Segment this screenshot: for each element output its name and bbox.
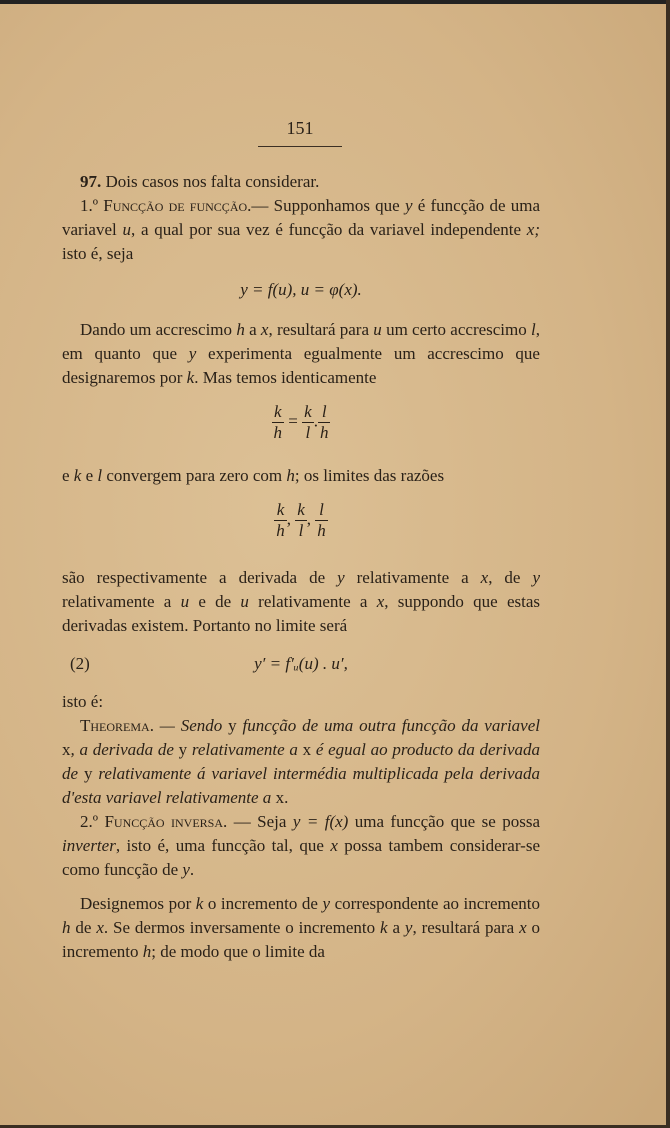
frac3-num: l: [321, 402, 327, 421]
p5-t9: ; de modo que o limite da: [151, 942, 325, 961]
isto-e: isto é:: [62, 692, 104, 711]
case1-paragraph: [62, 194, 540, 266]
p5-t5: . Se dermos inversamente o incremento: [103, 918, 381, 937]
ratio-k-h: [274, 500, 287, 541]
c2-x: x: [330, 836, 338, 855]
c2-t4: possa tambem considerar-se como funcção de: [62, 836, 540, 879]
p5-h: h: [62, 918, 71, 937]
case2-number: 2.º: [80, 812, 99, 831]
equation-1: y = f(u), u = φ(x).: [240, 280, 362, 299]
p2-t4: um certo accrescimo: [381, 320, 532, 339]
spacer: [62, 882, 540, 892]
equation-3: [62, 500, 540, 548]
p3-t2: e: [81, 466, 98, 485]
frac-k-over-h: [272, 402, 285, 443]
p4-y: y: [337, 568, 345, 587]
c2-inverter: inverter: [62, 836, 116, 855]
p4-t2: relativamente a: [344, 568, 481, 587]
p5-x: x: [96, 918, 104, 937]
r1-den: h: [276, 521, 285, 540]
p2-h: h: [236, 320, 245, 339]
times-dot: .: [313, 411, 318, 431]
p3-k: k: [73, 466, 82, 485]
page-number: 151: [286, 118, 314, 138]
case1-text-c: , a qual por sua vez é funcção da variavel independente: [130, 220, 527, 239]
ratio-k-l: [295, 500, 307, 541]
r3-den: h: [317, 521, 326, 540]
p4-t4: relativamente a: [62, 592, 181, 611]
p2-l: l: [531, 320, 536, 339]
p4-u: u: [180, 592, 190, 611]
th-y: y: [228, 716, 237, 735]
p2-u: u: [373, 320, 382, 339]
th-y3: y: [83, 764, 93, 783]
intro-text: Dois casos nos falta considerar.: [105, 172, 320, 191]
th-x2: x: [302, 740, 312, 759]
p4-t1: são respectivamente a derivada de: [62, 568, 338, 587]
ratio-l-h: [315, 500, 328, 541]
p4-x: x: [480, 568, 489, 587]
p5-t3: correspondente ao incremento: [330, 894, 540, 913]
p2-t6: experimenta egualmente um accrescimo que designaremos por: [62, 344, 540, 387]
p2-t5: , em quanto que: [62, 320, 541, 363]
p5-k: k: [195, 894, 204, 913]
r-comma-1: ,: [286, 509, 291, 529]
p3-t1: e: [62, 466, 74, 485]
p4-t6: relativamente a: [248, 592, 377, 611]
frac-k-over-l: [302, 402, 314, 443]
case1-var-u: u: [122, 220, 131, 239]
th-x: x: [62, 740, 71, 759]
case1-title: Funcção de funcção.: [103, 196, 252, 215]
c2-t5: .: [189, 860, 195, 879]
case1-number: 1.º: [80, 196, 99, 215]
paragraph-3: [62, 464, 540, 488]
p3-t4: ; os limites das razões: [294, 466, 445, 485]
p5-k2: k: [380, 918, 388, 937]
theorem-paragraph: [62, 714, 540, 810]
p5-x2: x: [519, 918, 527, 937]
p2-k: k: [186, 368, 195, 387]
page-body: [62, 170, 540, 964]
case1-text-a: — Supponhamos que: [251, 196, 405, 215]
frac2-num: k: [304, 402, 312, 421]
p4-u2: u: [240, 592, 249, 611]
th-t6: relativamente á variavel intermédia multiplicada pela derivada d'esta variavel relativamente a: [62, 764, 540, 807]
case1-text-d: isto é, seja: [62, 244, 134, 263]
scan-edge-right: [666, 0, 670, 1128]
p4-t3: , de: [488, 568, 533, 587]
equals-sign: =: [288, 411, 298, 431]
r2-den: l: [295, 520, 307, 541]
p4-t5: e de: [189, 592, 241, 611]
p2-t7: . Mas temos identicamente: [194, 368, 377, 387]
r-comma-2: ,: [306, 509, 312, 529]
theorem-label: Theorema.: [80, 716, 154, 735]
p5-t8: o incremento: [62, 918, 541, 961]
p3-l: l: [97, 466, 103, 485]
scan-edge-top: [0, 0, 670, 4]
section-number: 97.: [80, 172, 102, 191]
th-y2: y: [178, 740, 188, 759]
header-rule: [258, 146, 342, 147]
case1-var-x: x;: [526, 220, 540, 239]
p5-y: y: [322, 894, 331, 913]
r3-num: l: [319, 500, 324, 519]
th-t2: funcção de uma outra funcção da variavel: [236, 716, 540, 735]
case2-title: Funcção inversa.: [104, 812, 228, 831]
equation-4: [62, 644, 540, 684]
case1-var-y: y: [404, 196, 413, 215]
p4-t7: , suppondo que estas derivadas existem. Portanto no limite será: [62, 592, 540, 635]
p5-t6: a: [387, 918, 405, 937]
p4-y2: y: [532, 568, 540, 587]
c2-t2: uma funcção que se possa: [348, 812, 540, 831]
p5-h2: h: [142, 942, 152, 961]
eq4-label: (2): [70, 654, 90, 673]
p2-t3: , resultará para: [268, 320, 374, 339]
r1-num: k: [276, 500, 285, 519]
th-x3: x: [275, 788, 285, 807]
r2-num: k: [297, 500, 305, 519]
paragraph-2: [62, 318, 540, 390]
case2-paragraph: [62, 810, 540, 882]
c2-y: y: [182, 860, 190, 879]
p4-x2: x: [376, 592, 385, 611]
p5-y2: y: [404, 918, 413, 937]
p5-t1: Designemos por: [80, 894, 196, 913]
th-t3: , a derivada de: [70, 740, 179, 759]
th-t5: é egual ao producto da derivada de: [62, 740, 540, 783]
p3-t3: convergem para zero com: [102, 466, 287, 485]
th-t1: — Sendo: [153, 716, 229, 735]
c2-eq: y = f(x): [292, 812, 349, 831]
paragraph-4: [62, 566, 540, 638]
p2-t2: a: [244, 320, 261, 339]
p2-y: y: [188, 344, 197, 363]
frac1-den: h: [273, 423, 283, 442]
frac3-den: h: [319, 423, 329, 442]
section-intro: [62, 170, 540, 194]
equation-2: [62, 402, 540, 450]
p5-t2: o incremento de: [203, 894, 323, 913]
p5-t7: , resultará para: [412, 918, 520, 937]
c2-t1: — Seja: [227, 812, 293, 831]
p2-x: x: [260, 320, 269, 339]
paragraph-5: [62, 892, 540, 964]
th-t4: relativamente a: [187, 740, 303, 759]
frac1-num: k: [274, 402, 282, 421]
case1-text-b: é funcção de uma variavel: [62, 196, 540, 239]
p3-h: h: [286, 466, 295, 485]
p5-t4: de: [70, 918, 97, 937]
frac2-den: l: [302, 422, 314, 443]
c2-t3: , isto é, uma funcção tal, que: [115, 836, 331, 855]
th-t7: .: [284, 788, 289, 807]
p2-t1: Dando um accrescimo: [80, 320, 237, 339]
frac-l-over-h: [318, 402, 331, 443]
eq4-body: y′ = f′ᵤ(u) . u′,: [254, 654, 348, 673]
